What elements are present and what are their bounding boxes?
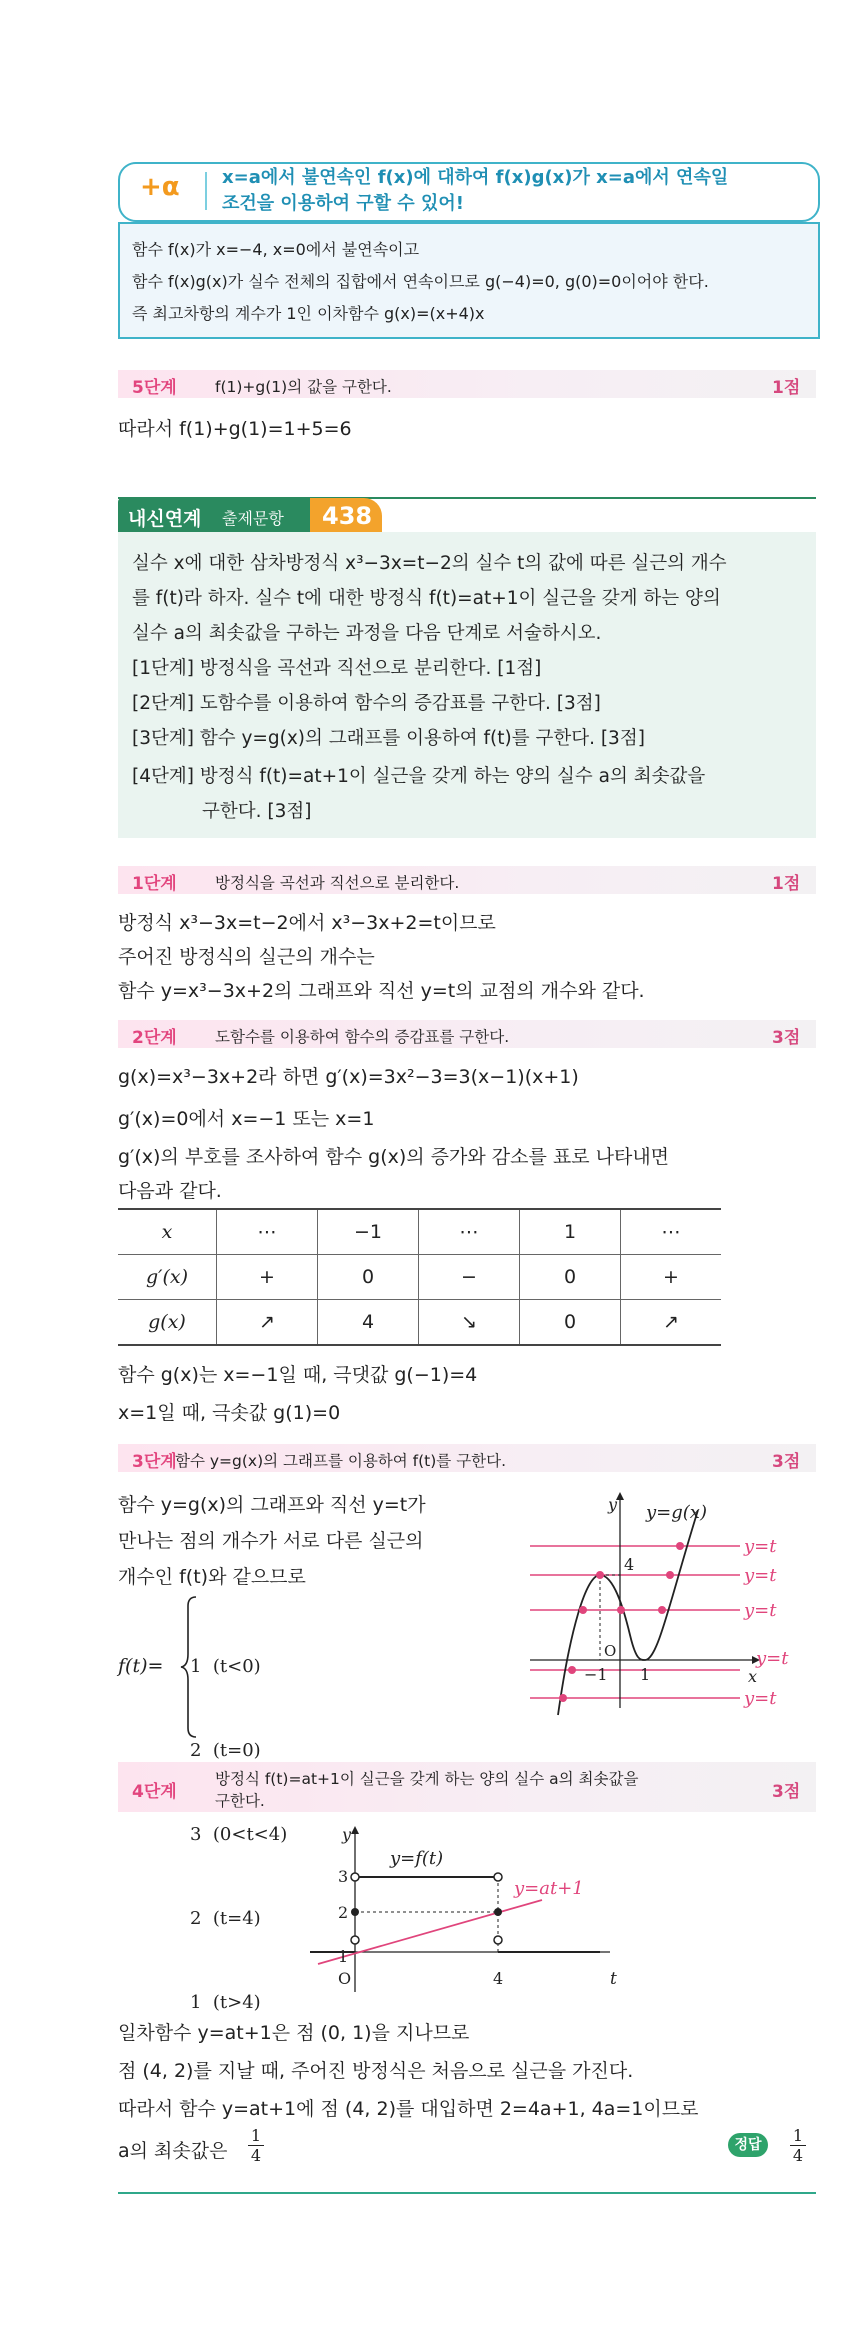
problem-step-2: [2단계] 도함수를 이용하여 함수의 증감표를 구한다. [3점] [132, 693, 601, 714]
tip-divider [205, 172, 207, 210]
table-cell: ↗ [621, 1300, 722, 1346]
line-at-plus-1 [318, 1900, 542, 1964]
problem-line-1: 실수 x에 대한 삼차방정식 x³−3x=t−2의 실수 t의 값에 따른 실근의 개수 [132, 553, 727, 574]
table-cell: 0 [318, 1255, 419, 1300]
step2-line-1: g(x)=x³−3x+2라 하면 g′(x)=3x²−3=3(x−1)(x+1) [118, 1066, 579, 1088]
table-cell: 1 [520, 1209, 621, 1255]
table-cell: + [217, 1255, 318, 1300]
label-y-t-3: y=t [744, 1600, 777, 1621]
problem-number: 438 [322, 502, 373, 530]
step1-line-1: 방정식 x³−3x=t−2에서 x³−3x+2=t이므로 [118, 912, 496, 934]
case-1: 1 (t<0) [190, 1656, 261, 1677]
tick-4: 4 [624, 1555, 635, 1574]
step1-desc: 방정식을 곡선과 직선으로 분리한다. [215, 874, 460, 892]
step5-points: 1점 [772, 378, 801, 398]
step2-after-2: x=1일 때, 극솟값 g(1)=0 [118, 1402, 341, 1424]
step5-desc: f(1)+g(1)의 값을 구한다. [215, 378, 392, 396]
table-cell: g′(x) [118, 1255, 217, 1300]
x-axis-label: x [748, 1667, 758, 1686]
step4-line-1: 일차함수 y=at+1은 점 (0, 1)을 지나므로 [118, 2022, 470, 2044]
table-row [118, 1255, 721, 1300]
bottom-rule [118, 2192, 816, 2194]
step1-line-3: 함수 y=x³−3x+2의 그래프와 직선 y=t의 교점의 개수와 같다. [118, 980, 645, 1002]
step4-desc-1: 방정식 f(t)=at+1이 실근을 갖게 하는 양의 실수 a의 최솟값을 [215, 1770, 639, 1788]
problem-step-3: [3단계] 함수 y=g(x)의 그래프를 이용하여 f(t)를 구한다. [3점] [132, 728, 645, 749]
problem-line-3: 실수 a의 최솟값을 구하는 과정을 다음 단계로 서술하시오. [132, 623, 602, 644]
table-cell: ⋯ [217, 1209, 318, 1255]
label-y-t-1: y=t [744, 1536, 777, 1557]
step1-label: 1단계 [132, 874, 177, 894]
table-cell: 0 [520, 1255, 621, 1300]
plus-alpha-icon: +α [140, 172, 180, 202]
table-row [118, 1209, 721, 1255]
tick-4: 4 [493, 1969, 504, 1988]
label-y-t-5: y=t [744, 1688, 777, 1709]
table-cell: x [118, 1209, 217, 1255]
label-y-t-4: y=t [756, 1648, 789, 1669]
tip-title-2: 조건을 이용하여 구할 수 있어! [222, 193, 464, 214]
step3-desc: 함수 y=g(x)의 그래프를 이용하여 f(t)를 구한다. [175, 1452, 507, 1470]
answer-fraction [248, 2126, 264, 2165]
table-cell: 4 [318, 1300, 419, 1346]
step5-text: 따라서 f(1)+g(1)=1+5=6 [118, 418, 352, 440]
section-title-a: 내신연계 [128, 508, 202, 530]
step4-line-2: 점 (4, 2)를 지날 때, 주어진 방정식은 처음으로 실근을 가진다. [118, 2060, 634, 2082]
tick-1: 1 [338, 1947, 349, 1966]
step2-after-1: 함수 g(x)는 x=−1일 때, 극댓값 g(−1)=4 [118, 1364, 478, 1386]
step5-label: 5단계 [132, 378, 177, 398]
step2-line-2: g′(x)=0에서 x=−1 또는 x=1 [118, 1108, 375, 1130]
label-y-t-2: y=t [744, 1565, 777, 1586]
step1-points: 1점 [772, 874, 801, 894]
cubic-curve [558, 1510, 698, 1715]
step4-line-3: 따라서 함수 y=at+1에 점 (4, 2)를 대입하면 2=4a+1, 4a=1이므로 [118, 2098, 699, 2120]
fraction-den: 4 [248, 2145, 264, 2165]
step4-line-4: a의 최솟값은 [118, 2140, 228, 2162]
case-2: 2 (t=0) [190, 1740, 261, 1761]
tip-body-line-3: 즉 최고차항의 계수가 1인 이차함수 g(x)=(x+4)x [132, 304, 485, 323]
answer-den: 4 [790, 2145, 806, 2165]
tip-body-line-2: 함수 f(x)g(x)가 실수 전체의 집합에서 연속이므로 g(−4)=0, g(0)=0이어야 한다. [132, 272, 709, 291]
table-cell: −1 [318, 1209, 419, 1255]
origin-label: O [604, 1642, 617, 1660]
step3-line-2: 만나는 점의 개수가 서로 다른 실근의 [118, 1530, 424, 1552]
answer-value [790, 2126, 806, 2165]
cubic-graph [520, 1470, 820, 1740]
case-5: 1 (t>4) [190, 1992, 261, 2013]
step2-line-4: 다음과 같다. [118, 1180, 222, 1202]
answer-num: 1 [792, 2126, 804, 2145]
step3-points: 3점 [772, 1452, 801, 1472]
curve-label: y=g(x) [646, 1502, 707, 1523]
tick-2: 2 [338, 1903, 349, 1922]
table-cell: ⋯ [419, 1209, 520, 1255]
step3-line-3: 개수인 f(t)와 같으므로 [118, 1566, 306, 1588]
step2-label: 2단계 [132, 1028, 177, 1048]
step-function-graph [310, 1822, 650, 2002]
table-cell: ↘ [419, 1300, 520, 1346]
step3-label: 3단계 [132, 1452, 177, 1472]
step4-points: 3점 [772, 1782, 801, 1802]
f-label: y=f(t) [390, 1848, 444, 1869]
problem-box [118, 532, 816, 838]
step1-line-2: 주어진 방정식의 실근의 개수는 [118, 946, 375, 968]
step2-desc: 도함수를 이용하여 함수의 증감표를 구한다. [215, 1028, 510, 1046]
step4-label: 4단계 [132, 1782, 177, 1802]
problem-step-4a: [4단계] 방정식 f(t)=at+1이 실근을 갖게 하는 양의 실수 a의 최솟값을 [132, 766, 706, 787]
table-cell: ↗ [217, 1300, 318, 1346]
step2-line-3: g′(x)의 부호를 조사하여 함수 g(x)의 증가와 감소를 표로 나타내면 [118, 1146, 670, 1168]
tip-body-line-1: 함수 f(x)가 x=−4, x=0에서 불연속이고 [132, 240, 420, 259]
tick-1: 1 [640, 1665, 651, 1684]
table-cell: + [621, 1255, 722, 1300]
table-cell: − [419, 1255, 520, 1300]
table-cell: g(x) [118, 1300, 217, 1346]
y-axis-label: y [608, 1495, 618, 1514]
table-row [118, 1300, 721, 1346]
table-cell: ⋯ [621, 1209, 722, 1255]
problem-step-4b: 구한다. [3점] [202, 801, 312, 822]
tick-3: 3 [338, 1867, 349, 1886]
tip-title-1: x=a에서 불연속인 f(x)에 대하여 f(x)g(x)가 x=a에서 연속일 [222, 167, 729, 188]
section-title-b: 출제문항 [222, 509, 284, 528]
case-4: 2 (t=4) [190, 1908, 261, 1929]
y-label: y [342, 1825, 352, 1844]
increase-decrease-table [118, 1208, 721, 1346]
table-cell: 0 [520, 1300, 621, 1346]
fraction-num: 1 [250, 2126, 262, 2145]
step2-points: 3점 [772, 1028, 801, 1048]
problem-line-2: 를 f(t)라 하자. 실수 t에 대한 방정식 f(t)=at+1이 실근을 갖게 하는 양의 [132, 588, 721, 609]
answer-badge: 정답 [728, 2133, 768, 2157]
problem-step-1: [1단계] 방정식을 곡선과 직선으로 분리한다. [1점] [132, 658, 542, 679]
ft-lhs: f(t)= [118, 1655, 164, 1677]
step4-desc-2: 구한다. [215, 1792, 265, 1810]
t-label: t [610, 1969, 617, 1989]
origin-label: O [338, 1969, 352, 1988]
case-3: 3 (0<t<4) [190, 1824, 288, 1845]
step3-line-1: 함수 y=g(x)의 그래프와 직선 y=t가 [118, 1494, 426, 1516]
tick-neg1: −1 [584, 1665, 608, 1684]
line-label: y=at+1 [514, 1878, 584, 1899]
